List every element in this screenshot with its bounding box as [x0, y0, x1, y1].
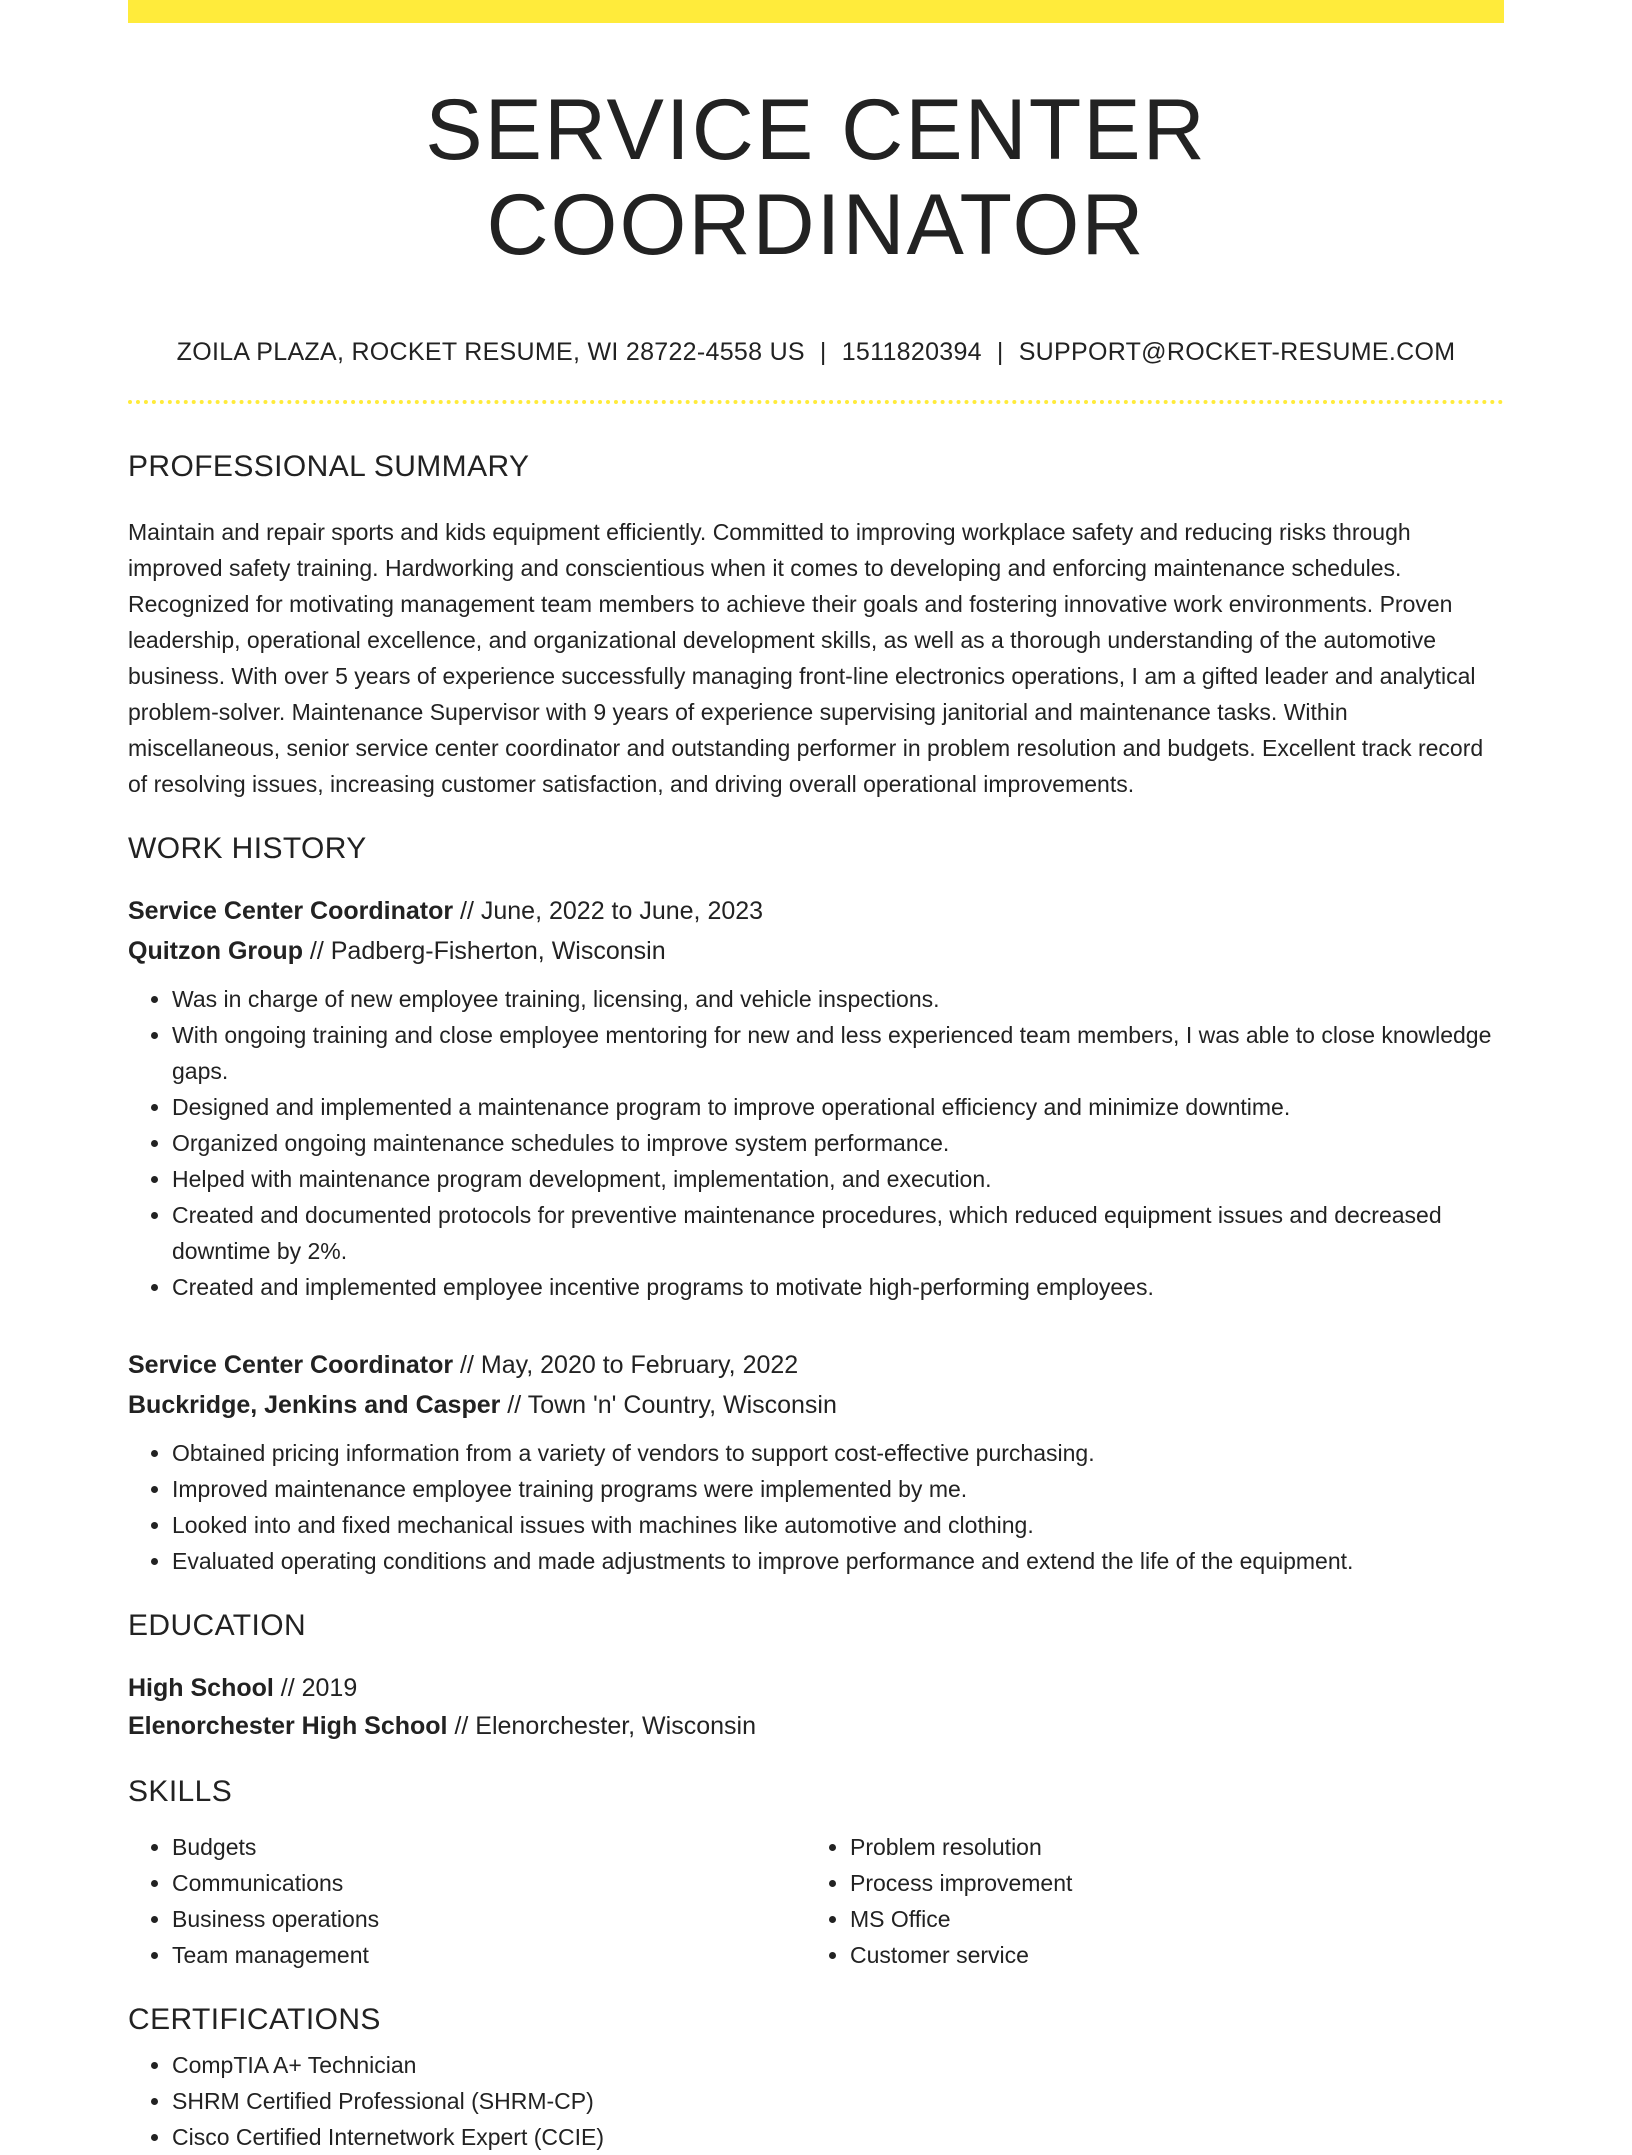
job-company-line — [128, 931, 1504, 971]
section-title-education: EDUCATION — [128, 1609, 307, 1643]
job-role: Service Center Coordinator — [128, 897, 454, 926]
job-bullet: • Looked into and fixed mechanical issues with machines like automotive and clothing. — [172, 1507, 1504, 1543]
top-accent-bar — [128, 0, 1504, 23]
job-bullet: • Helped with maintenance program development, implementation, and execution. — [172, 1161, 1504, 1197]
job-bullet: • Created and documented protocols for preventive maintenance procedures, which reduced equipment issues and decreased downtime by 2%. — [172, 1197, 1504, 1269]
contact-line — [128, 338, 1504, 367]
skill-item: • Business operations — [172, 1901, 806, 1937]
section-title-certifications: CERTIFICATIONS — [128, 2003, 381, 2037]
certification-item: • SHRM Certified Professional (SHRM-CP) — [172, 2083, 1504, 2119]
skills-list-right — [806, 1829, 1484, 1973]
job-company-line — [128, 1385, 1504, 1425]
education-year: // 2019 — [273, 1674, 358, 1703]
job-company: Quitzon Group — [128, 937, 303, 966]
job-role-line — [128, 1345, 1504, 1385]
job-bullet: • With ongoing training and close employee mentoring for new and less experienced team members, I was able to close knowledge gaps. — [172, 1017, 1504, 1089]
summary-text: Maintain and repair sports and kids equipment efficiently. Committed to improving workplace safety and reducing risks through improved safety training. Hardworking and conscientious when it comes to developing and enforcing maintenance schedules. Recognized for motivating management team members to achieve their goals and fostering innovative work environments. Proven leadership, operational excellence, and organizational development skills, as well as a thorough understanding of the automotive business. With over 5 years of experience successfully managing front-line electronics operations, I am a gifted leader and analytical problem-solver. Maintenance Supervisor with 9 years of experience supervising janitorial and maintenance tasks. Within miscellaneous, senior service center coordinator and outstanding performer in problem resolution and budgets. Excellent track record of resolving issues, increasing customer satisfaction, and driving overall operational improvements. — [128, 519, 1484, 798]
education-degree-line — [128, 1669, 1504, 1707]
job-bullets — [128, 1435, 1504, 1579]
certification-item: • CompTIA A+ Technician — [172, 2047, 1504, 2083]
job-role: Service Center Coordinator — [128, 1351, 454, 1380]
certification-item: • Cisco Certified Internetwork Expert (CCIE) — [172, 2119, 1504, 2155]
job-dates: // June, 2022 to June, 2023 — [453, 897, 764, 926]
skill-item: • Problem resolution — [850, 1829, 1484, 1865]
resume-name: SERVICE CENTER COORDINATOR — [425, 82, 1207, 273]
contact-separator: | — [996, 338, 1004, 367]
certifications-list — [128, 2047, 1504, 2155]
job-bullet: • Organized ongoing maintenance schedules to improve system performance. — [172, 1125, 1504, 1161]
skill-item: • MS Office — [850, 1901, 1484, 1937]
skill-item: • Team management — [172, 1937, 806, 1973]
skill-item: • Budgets — [172, 1829, 806, 1865]
contact-address: ZOILA PLAZA, ROCKET RESUME, WI 28722-4558 US — [176, 338, 805, 367]
job-location: // Town 'n' Country, Wisconsin — [500, 1391, 837, 1420]
education-entry — [128, 1669, 1504, 1745]
job-company: Buckridge, Jenkins and Casper — [128, 1391, 501, 1420]
skills-list-left — [128, 1829, 806, 1973]
job-bullets — [128, 981, 1504, 1305]
education-location: // Elenorchester, Wisconsin — [447, 1712, 756, 1741]
job-bullet: • Designed and implemented a maintenance program to improve operational efficiency and minimize downtime. — [172, 1089, 1504, 1125]
job-entry — [128, 891, 1504, 1305]
skill-item: • Process improvement — [850, 1865, 1484, 1901]
section-title-skills: SKILLS — [128, 1775, 233, 1809]
contact-phone: 1511820394 — [841, 338, 982, 367]
job-bullet: • Improved maintenance employee training programs were implemented by me. — [172, 1471, 1504, 1507]
job-bullet: • Obtained pricing information from a variety of vendors to support cost-effective purchasing. — [172, 1435, 1504, 1471]
skill-item: • Communications — [172, 1865, 806, 1901]
section-title-summary: PROFESSIONAL SUMMARY — [128, 450, 530, 484]
education-school-line — [128, 1707, 1504, 1745]
section-title-work-history: WORK HISTORY — [128, 832, 367, 866]
skill-item: • Customer service — [850, 1937, 1484, 1973]
resume-page — [128, 0, 1504, 2155]
skills-columns — [128, 1829, 1504, 1973]
job-location: // Padberg-Fisherton, Wisconsin — [302, 937, 666, 966]
job-bullet: • Evaluated operating conditions and made adjustments to improve performance and extend the life of the equipment. — [172, 1543, 1504, 1579]
job-role-line — [128, 891, 1504, 931]
education-degree: High School — [128, 1674, 274, 1703]
job-bullet: • Created and implemented employee incentive programs to motivate high-performing employees. — [172, 1269, 1504, 1305]
dotted-divider — [128, 400, 1504, 404]
job-bullet: • Was in charge of new employee training, licensing, and vehicle inspections. — [172, 981, 1504, 1017]
contact-email: SUPPORT@ROCKET-RESUME.COM — [1018, 338, 1456, 367]
job-dates: // May, 2020 to February, 2022 — [453, 1351, 799, 1380]
education-school: Elenorchester High School — [128, 1712, 448, 1741]
contact-separator: | — [819, 338, 827, 367]
job-entry — [128, 1345, 1504, 1579]
